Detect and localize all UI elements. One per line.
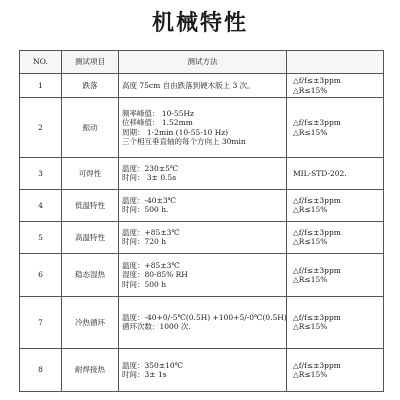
- criteria-line: △f/f≤±3ppm: [293, 313, 341, 323]
- table-row: [20, 348, 384, 391]
- method-line: 温度：-40±3℃: [122, 196, 177, 206]
- row-number: 5: [20, 221, 62, 253]
- row-criteria: [287, 253, 384, 296]
- method-line: 时间：500 h: [122, 279, 167, 289]
- criteria-line: △R≤15%: [293, 205, 328, 215]
- row-number: 6: [20, 253, 62, 296]
- row-test-method: [119, 98, 287, 158]
- row-number: 4: [20, 189, 62, 221]
- table-row: [20, 297, 384, 349]
- row-criteria: [287, 157, 384, 189]
- criteria-line: △R≤15%: [293, 322, 328, 332]
- criteria-line: △R≤15%: [293, 274, 328, 284]
- table-row: [20, 253, 384, 296]
- row-test-method: [119, 157, 287, 189]
- row-test-method: [119, 189, 287, 221]
- method-line: 高度 75cm 自由跌落到硬木版上 3 次。: [122, 80, 255, 90]
- row-number: 3: [20, 157, 62, 189]
- table-row: [20, 74, 384, 98]
- method-line: 三个相互垂直轴的每个方向上 30min: [122, 136, 246, 146]
- criteria-line: △R≤15%: [293, 369, 328, 379]
- criteria-line: △f/f≤±3ppm: [293, 196, 341, 206]
- row-criteria: [287, 189, 384, 221]
- mechanical-spec-table: [19, 50, 384, 392]
- method-line: 温度：+85±3℃: [122, 228, 180, 238]
- row-test-method: [119, 221, 287, 253]
- row-test-method: [119, 348, 287, 391]
- row-number: 1: [20, 74, 62, 98]
- header-test-item: 测试项目: [62, 51, 119, 74]
- header-test-method: 测试方法: [119, 51, 287, 74]
- row-number: 7: [20, 297, 62, 349]
- method-line: 频率峰值： 10-55Hz: [122, 108, 194, 118]
- method-line: 时间：3± 1s: [122, 369, 167, 379]
- page-title: 机械特性: [151, 11, 248, 36]
- table-row: [20, 157, 384, 189]
- row-test-method: [119, 74, 287, 98]
- method-line: 时间： 3± 0.5s: [122, 173, 177, 183]
- row-test-item: 冷热循环: [62, 297, 119, 349]
- method-line: 循环次数：1000 次.: [122, 322, 191, 332]
- method-line: 时间：720 h: [122, 237, 167, 247]
- criteria-line: △R≤15%: [293, 85, 328, 95]
- table-row: [20, 189, 384, 221]
- row-test-method: [119, 253, 287, 296]
- row-number: 2: [20, 98, 62, 158]
- row-criteria: [287, 297, 384, 349]
- row-test-item: 跌落: [62, 74, 119, 98]
- row-number: 8: [20, 348, 62, 391]
- row-test-item: 低温特性: [62, 189, 119, 221]
- table-header-row: [20, 51, 384, 74]
- criteria-line: △R≤15%: [293, 237, 328, 247]
- method-line: 周期： 1-2min (10-55-10 Hz): [122, 127, 229, 137]
- row-test-item: 耐焊接热: [62, 348, 119, 391]
- row-test-item: 振动: [62, 98, 119, 158]
- method-line: 温度：-40+0/-5℃(0.5H) +100+5/-0℃(0.5H): [122, 313, 287, 323]
- row-criteria: [287, 221, 384, 253]
- method-line: 位移峰值： 1.52mm: [122, 118, 193, 128]
- row-criteria: [287, 348, 384, 391]
- method-line: 温度：+85±3℃: [122, 260, 180, 270]
- row-test-method: [119, 297, 287, 349]
- row-criteria: [287, 98, 384, 158]
- method-line: 湿度：80-85% RH: [122, 270, 188, 280]
- criteria-line: △f/f≤±3ppm: [293, 118, 341, 128]
- criteria-line: △f/f≤±3ppm: [293, 228, 341, 238]
- criteria-line: △R≤15%: [293, 127, 328, 137]
- row-criteria: [287, 74, 384, 98]
- criteria-line: △f/f≤±3ppm: [293, 360, 341, 370]
- row-test-item: 稳态湿热: [62, 253, 119, 296]
- table-row: [20, 98, 384, 158]
- row-test-item: 可焊性: [62, 157, 119, 189]
- method-line: 温度：230±5℃: [122, 164, 179, 174]
- criteria-line: △f/f≤±3ppm: [293, 265, 341, 275]
- row-test-item: 高温特性: [62, 221, 119, 253]
- criteria-line: MIL-STD-202.: [293, 168, 347, 178]
- header-no: NO.: [20, 51, 62, 74]
- method-line: 温度：350±10℃: [122, 360, 184, 370]
- method-line: 时间：500 h.: [122, 205, 169, 215]
- header-criteria: [287, 51, 384, 74]
- criteria-line: △f/f≤±3ppm: [293, 76, 341, 86]
- table-row: [20, 221, 384, 253]
